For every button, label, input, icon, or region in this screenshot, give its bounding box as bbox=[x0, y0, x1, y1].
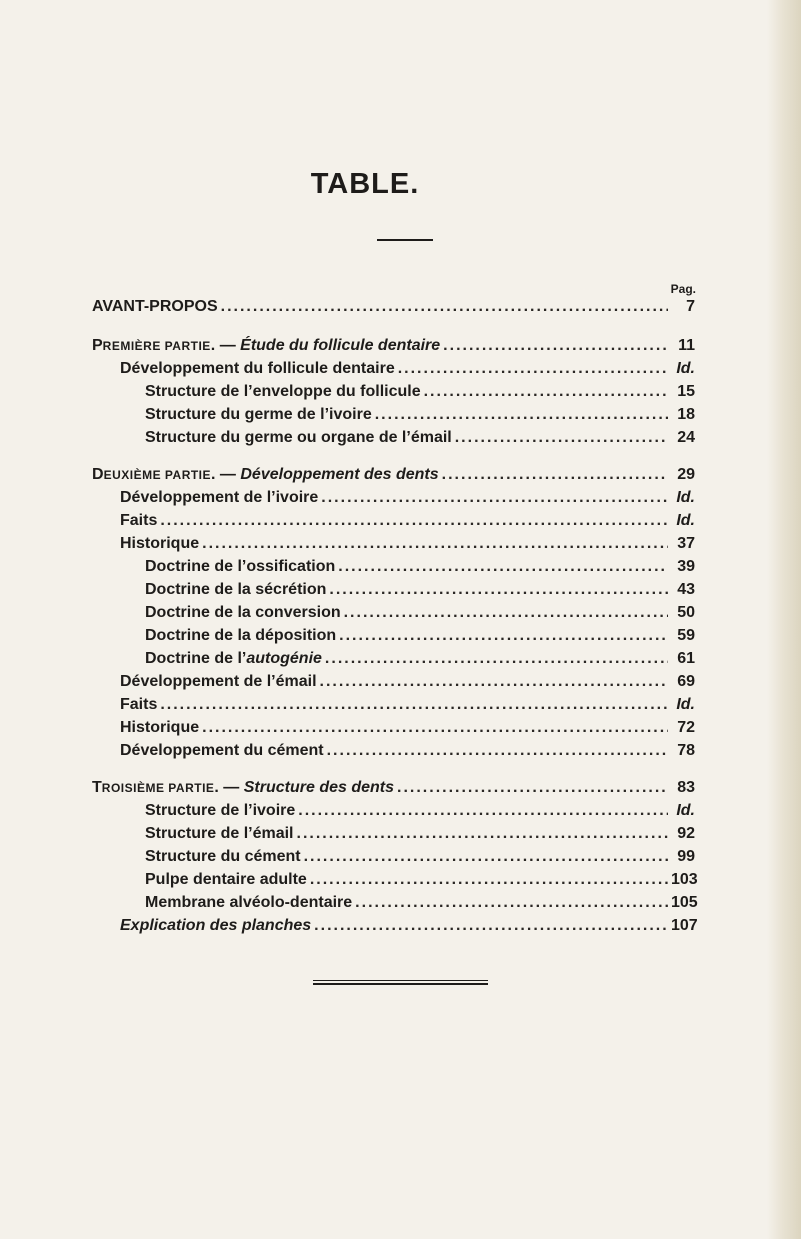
toc-page: 37 bbox=[677, 535, 695, 552]
leader-dots bbox=[320, 673, 668, 691]
toc-entry[interactable] bbox=[145, 604, 695, 626]
toc-page: Id. bbox=[676, 512, 695, 529]
toc-label: Structure du germe ou organe de l’émail bbox=[145, 429, 452, 446]
toc-label: Doctrine de la sécrétion bbox=[145, 581, 327, 598]
toc-label: Développement de l’émail bbox=[120, 673, 317, 690]
toc-label: Structure du cément bbox=[145, 848, 301, 865]
leader-dots bbox=[310, 871, 668, 889]
toc-label: Structure de l’ivoire bbox=[145, 802, 296, 819]
toc-entry[interactable] bbox=[145, 650, 695, 672]
leader-dots bbox=[443, 337, 668, 355]
toc-entry-avant-propos[interactable] bbox=[92, 298, 695, 320]
toc-label: Développement du cément bbox=[120, 742, 324, 759]
toc-page: 78 bbox=[677, 742, 695, 759]
toc-entry[interactable] bbox=[145, 429, 695, 451]
leader-dots bbox=[202, 719, 668, 737]
toc-label: Structure de l’émail bbox=[145, 825, 294, 842]
leader-dots bbox=[321, 489, 668, 507]
toc-page: 103 bbox=[671, 871, 698, 888]
toc-entry[interactable] bbox=[145, 848, 695, 870]
toc-page: 7 bbox=[686, 298, 695, 315]
leader-dots bbox=[314, 917, 668, 935]
toc-entry[interactable] bbox=[145, 871, 698, 893]
toc-label: Structure de l’enveloppe du follicule bbox=[145, 383, 421, 400]
toc-page: 69 bbox=[677, 673, 695, 690]
toc-entry[interactable] bbox=[120, 535, 695, 557]
toc-page: 107 bbox=[671, 917, 698, 934]
end-rule-top bbox=[313, 980, 488, 981]
leader-dots bbox=[355, 894, 668, 912]
toc-page: 105 bbox=[671, 894, 698, 911]
toc-entry[interactable] bbox=[120, 360, 695, 382]
end-rule-bottom bbox=[313, 983, 488, 985]
page-title: TABLE. bbox=[310, 168, 420, 200]
toc-entry-premiere-partie[interactable] bbox=[92, 337, 695, 359]
toc-page: 72 bbox=[677, 719, 695, 736]
leader-dots bbox=[221, 298, 668, 316]
leader-dots bbox=[375, 406, 668, 424]
leader-dots bbox=[398, 360, 668, 378]
toc-entry[interactable] bbox=[120, 512, 695, 534]
leader-dots bbox=[338, 558, 668, 576]
toc-entry-deuxieme-partie[interactable] bbox=[92, 466, 695, 488]
toc-label: Explication des planches bbox=[120, 917, 312, 934]
leader-dots bbox=[327, 742, 668, 760]
toc-label: AVANT-PROPOS bbox=[92, 298, 218, 315]
toc-entry[interactable] bbox=[145, 406, 695, 428]
leader-dots bbox=[304, 848, 668, 866]
toc-page: 92 bbox=[677, 825, 695, 842]
toc-page: 39 bbox=[677, 558, 695, 575]
toc-label: TROISIÈME PARTIE. — Structure des dents bbox=[92, 779, 395, 796]
toc-page: 24 bbox=[677, 429, 695, 446]
leader-dots bbox=[424, 383, 668, 401]
toc-entry[interactable] bbox=[120, 719, 695, 741]
toc-page: 99 bbox=[677, 848, 695, 865]
toc-page: Id. bbox=[676, 696, 695, 713]
leader-dots bbox=[160, 512, 668, 530]
leader-dots bbox=[329, 581, 668, 599]
toc-page: 18 bbox=[677, 406, 695, 423]
leader-dots bbox=[344, 604, 668, 622]
toc-label: Doctrine de l’autogénie bbox=[145, 650, 322, 667]
toc-label: Doctrine de la conversion bbox=[145, 604, 341, 621]
page-column-label: Pag. bbox=[670, 282, 696, 296]
leader-dots bbox=[297, 825, 669, 843]
leader-dots bbox=[325, 650, 668, 668]
toc-page: 29 bbox=[677, 466, 695, 483]
toc-label: Structure du germe de l’ivoire bbox=[145, 406, 372, 423]
toc-entry[interactable] bbox=[145, 581, 695, 603]
toc-label: DEUXIÈME PARTIE. — Développement des dents bbox=[92, 466, 439, 483]
page-edge-shadow bbox=[767, 0, 801, 1239]
leader-dots bbox=[442, 466, 668, 484]
toc-entry-explication-des-planches[interactable] bbox=[120, 917, 698, 939]
toc-label: Pulpe dentaire adulte bbox=[145, 871, 307, 888]
toc-entry[interactable] bbox=[145, 825, 695, 847]
toc-page: 59 bbox=[677, 627, 695, 644]
toc-label: PREMIÈRE PARTIE. — Étude du follicule dentaire bbox=[92, 337, 441, 354]
toc-label: Faits bbox=[120, 512, 158, 529]
toc-label: Doctrine de la déposition bbox=[145, 627, 337, 644]
title-rule bbox=[377, 239, 433, 241]
toc-page: Id. bbox=[676, 360, 695, 377]
toc-entry[interactable] bbox=[145, 802, 695, 824]
toc-entry-troisieme-partie[interactable] bbox=[92, 779, 695, 801]
toc-entry[interactable] bbox=[120, 673, 695, 695]
leader-dots bbox=[202, 535, 668, 553]
toc-page: Id. bbox=[676, 802, 695, 819]
toc-label: Développement de l’ivoire bbox=[120, 489, 319, 506]
toc-label: Faits bbox=[120, 696, 158, 713]
toc-entry[interactable] bbox=[120, 696, 695, 718]
toc-entry[interactable] bbox=[145, 383, 695, 405]
toc-entry[interactable] bbox=[145, 627, 695, 649]
leader-dots bbox=[455, 429, 668, 447]
toc-label: Historique bbox=[120, 535, 200, 552]
toc-label: Historique bbox=[120, 719, 200, 736]
leader-dots bbox=[298, 802, 668, 820]
toc-page: 83 bbox=[677, 779, 695, 796]
toc-label: Doctrine de l’ossification bbox=[145, 558, 336, 575]
toc-page: 15 bbox=[677, 383, 695, 400]
leader-dots bbox=[339, 627, 668, 645]
toc-entry[interactable] bbox=[120, 742, 695, 764]
toc-page: Id. bbox=[676, 489, 695, 506]
toc-entry[interactable] bbox=[145, 894, 698, 916]
toc-label: Développement du follicule dentaire bbox=[120, 360, 395, 377]
toc-page: 11 bbox=[678, 337, 695, 354]
toc-page: 61 bbox=[677, 650, 695, 667]
toc-page: 50 bbox=[677, 604, 695, 621]
toc-label: Membrane alvéolo-dentaire bbox=[145, 894, 353, 911]
leader-dots bbox=[160, 696, 668, 714]
toc-entry[interactable] bbox=[145, 558, 695, 580]
toc-page: 43 bbox=[677, 581, 695, 598]
leader-dots bbox=[397, 779, 668, 797]
toc-entry[interactable] bbox=[120, 489, 695, 511]
